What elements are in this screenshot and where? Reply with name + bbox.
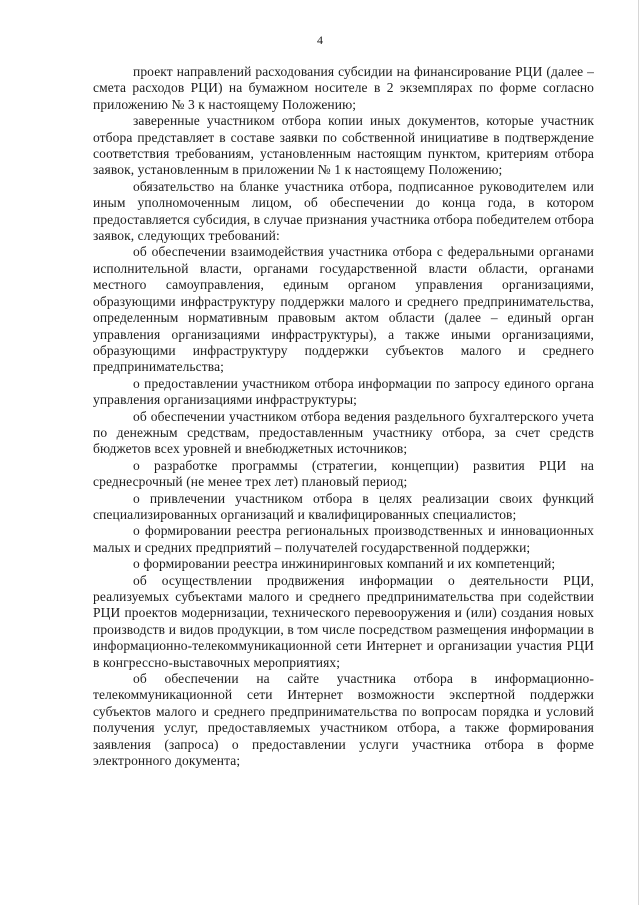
paragraph-certified-copies: заверенные участником отбора копии иных документов, которые участник отбора представляет в составе заявки по собственной инициативе в подтверждение соответствия требованиям, установленным настоящим пунктом, критериям отбора заявок, установленным в приложении № 1 к настоящему Положению; [93,113,594,178]
scan-edge-line [638,0,639,905]
paragraph-enterprise-registry: о формировании реестра региональных производственных и инновационных малых и средних предприятий – получателей государственной поддержки; [93,523,594,555]
paragraph-promotion: об осуществлении продвижения информации о деятельности РЦИ, реализуемых субъектами малого и среднего предпринимательства при содействии РЦИ проектов модернизации, технического перевооружения и (или) создания новых производств и видов продукции, в том числе посредством размещения информации в информационно-телекоммуникационной сети Интернет и организации участия РЦИ в конгрессно-выставочных мероприятиях; [93,572,594,670]
paragraph-expert-support: об обеспечении на сайте участника отбора в информационно-телекоммуникационной сети Интернет возможности экспертной поддержки субъектов малого и среднего предпринимательства по вопросам порядка и условий получения услуг, предоставляемых участником отбора, а также формирования заявления (запроса) о предоставлении услуги участника отбора в форме электронного документа; [93,671,594,769]
paragraph-development-program: о разработке программы (стратегии, концепции) развития РЦИ на среднесрочный (не менее трех лет) плановый период; [93,457,594,490]
paragraph-interaction: об обеспечении взаимодействия участника отбора с федеральными органами исполнительной власти, органами государственной власти области, органами местного самоуправления, единым органом управления организациями, образующими инфраструктуру поддержки малого и среднего предпринимательства, определенным нормативным правовым актом области (далее – единый орган управления организациями инфраструктуры), а также иными организациями, образующими инфраструктуру поддержки субъектов малого и среднего предпринимательства; [93,244,594,375]
document-body [93,64,594,769]
page-number: 4 [317,33,323,47]
paragraph-engineering-registry: о формировании реестра инжиниринговых компаний и их компетенций; [133,556,556,572]
paragraph-information-request: о предоставлении участником отбора информации по запросу единого органа управления организациями инфраструктуры; [93,375,594,408]
paragraph-separate-accounting: об обеспечении участником отбора ведения раздельного бухгалтерского учета по денежным средствам, предоставленным участнику отбора, за счет средств бюджетов всех уровней и внебюджетных источников; [93,408,594,457]
paragraph-estimate: проект направлений расходования субсидии на финансирование РЦИ (далее – смета расходов РЦИ) на бумажном носителе в 2 экземплярах по форме согласно приложению № 3 к настоящему Положению; [93,64,594,112]
paragraph-specialists: о привлечении участником отбора в целях реализации своих функций специализированных организаций и квалифицированных специалистов; [93,490,594,522]
paragraph-obligation: обязательство на бланке участника отбора, подписанное руководителем или иным уполномоченным лицом, об обеспечении до конца года, в котором предоставляется субсидия, в случае признания участника отбора победителем отбора заявок, следующих требований: [93,178,594,244]
